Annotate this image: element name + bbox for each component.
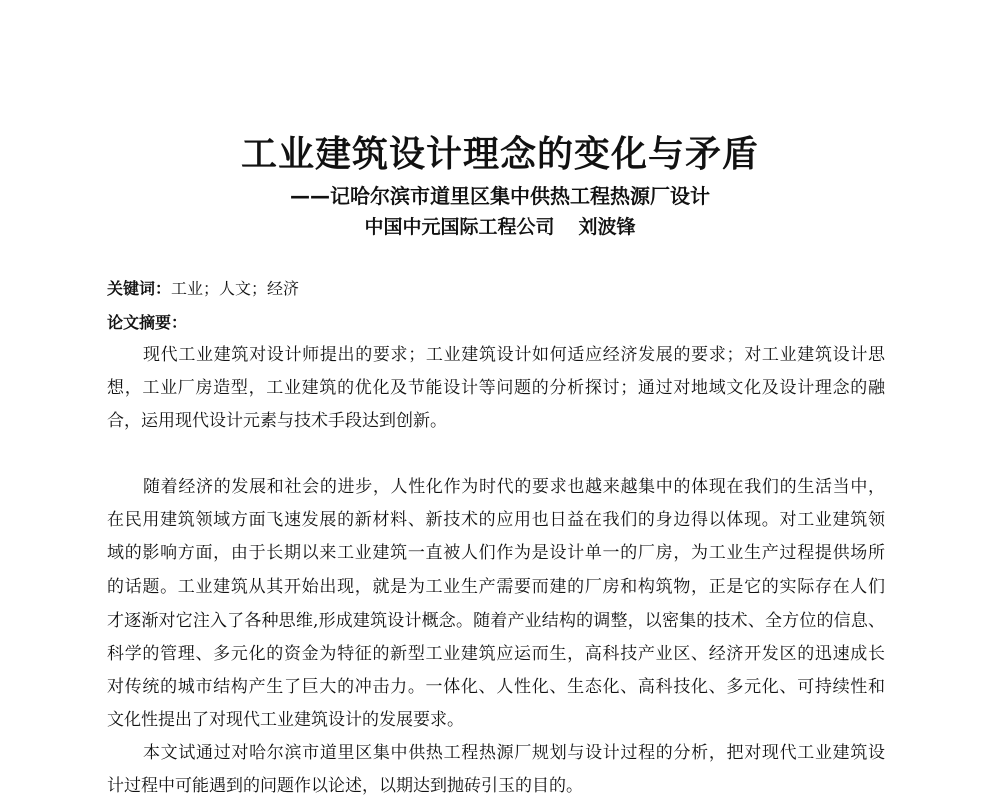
body-line: 对传统的城市结构产生了巨大的冲击力。一体化、人性化、生态化、高科技化、多元化、可持续性和 bbox=[107, 677, 885, 697]
body-line: 本文试通过对哈尔滨市道里区集中供热工程热源厂规划与设计过程的分析，把对现代工业建筑设 bbox=[143, 743, 885, 763]
organization: 中国中元国际工程公司 bbox=[364, 216, 555, 238]
document-subtitle: ——记哈尔滨市道里区集中供热工程热源厂设计 bbox=[290, 184, 710, 208]
body-line: 在民用建筑领域方面飞速发展的新材料、新技术的应用也日益在我们的身边得以体现。对工业建筑领 bbox=[107, 510, 885, 530]
author-line bbox=[0, 212, 1000, 239]
body-line: 域的影响方面，由于长期以来工业建筑一直被人们作为是设计单一的厂房，为工业生产过程提供场所 bbox=[107, 543, 885, 563]
body-line: 才逐渐对它注入了各种思维,形成建筑设计概念。随着产业结构的调整，以密集的技术、全方位的信息、 bbox=[107, 611, 885, 631]
body-line: 科学的管理、多元化的资金为特征的新型工业建筑应运而生，高科技产业区、经济开发区的迅速成长 bbox=[107, 644, 885, 664]
body-line: 随着经济的发展和社会的进步，人性化作为时代的要求也越来越集中的体现在我们的生活当中， bbox=[143, 477, 885, 497]
abstract-line: 合，运用现代设计元素与技术手段达到创新。 bbox=[107, 411, 447, 431]
abstract-line: 想，工业厂房造型，工业建筑的优化及节能设计等问题的分析探讨；通过对地域文化及设计理念的融 bbox=[107, 378, 885, 398]
abstract-label: 论文摘要： bbox=[107, 313, 188, 332]
body-line: 计过程中可能遇到的问题作以论述，以期达到抛砖引玉的目的。 bbox=[107, 776, 583, 796]
keywords-value: 工业；人文；经济 bbox=[171, 279, 300, 298]
body-line: 的话题。工业建筑从其开始出现，就是为工业生产需要而建的厂房和构筑物，正是它的实际存在人们 bbox=[107, 577, 885, 597]
keywords bbox=[107, 276, 299, 299]
body-line: 文化性提出了对现代工业建筑设计的发展要求。 bbox=[107, 710, 464, 730]
keywords-label: 关键词： bbox=[107, 279, 172, 298]
document-title: 工业建筑设计理念的变化与矛盾 bbox=[240, 134, 759, 175]
author-name: 刘波锋 bbox=[578, 216, 636, 238]
abstract-line: 现代工业建筑对设计师提出的要求；工业建筑设计如何适应经济发展的要求；对工业建筑设计思 bbox=[143, 345, 885, 365]
